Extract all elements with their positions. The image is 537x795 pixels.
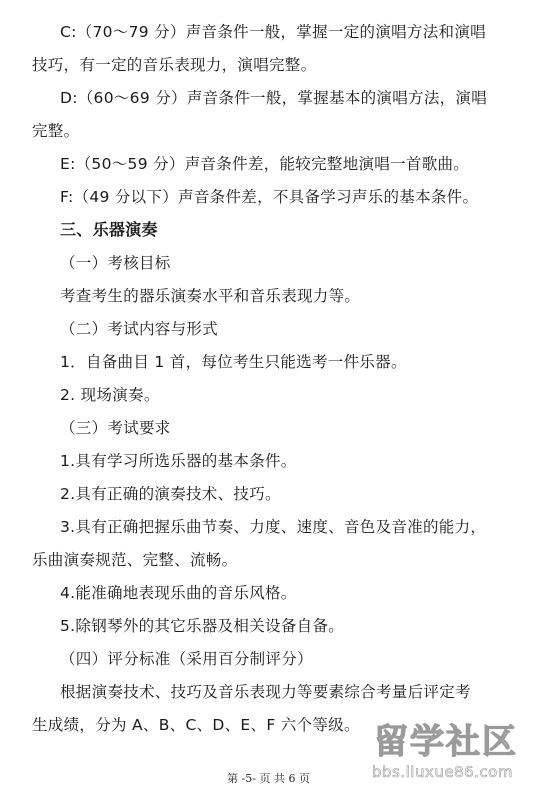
- req-2: 2.具有正确的演奏技术、技巧。: [60, 485, 281, 503]
- req-4: 4.能准确地表现乐曲的音乐风格。: [60, 584, 297, 602]
- req-5: 5.除钢琴外的其它乐器及相关设备自备。: [60, 617, 344, 635]
- req-3-line1: 3.具有正确把握乐曲节奏、力度、速度、音色及音准的能力，: [60, 518, 487, 536]
- watermark-logo-text: 留学社区: [374, 722, 518, 762]
- grade-c-line1: C:（70～79 分）声音条件一般，掌握一定的演唱方法和演唱: [60, 23, 486, 41]
- req-3-line2: 乐曲演奏规范、完整、流畅。: [32, 551, 238, 569]
- watermark-url: bbs.liuxue86.com: [372, 763, 513, 781]
- grade-d-line1: D:（60～69 分）声音条件一般，掌握基本的演唱方法，演唱: [60, 89, 488, 107]
- req-1: 1.具有学习所选乐器的基本条件。: [60, 452, 297, 470]
- sub-two-title: （二）考试内容与形式: [60, 320, 219, 338]
- page-number-footer: 第 -5- 页 共 6 页: [227, 772, 310, 785]
- sub-four-title: （四）评分标准（采用百分制评分）: [60, 650, 313, 668]
- section-three-title: 三、乐器演奏: [60, 220, 158, 239]
- sub-three-title: （三）考试要求: [60, 419, 171, 437]
- site-watermark: [368, 722, 533, 788]
- grade-e: E:（50～59 分）声音条件差，能较完整地演唱一首歌曲。: [60, 155, 470, 173]
- sub-one-body: 考查考生的器乐演奏水平和音乐表现力等。: [60, 287, 361, 305]
- grade-c-line2: 技巧，有一定的音乐表现力，演唱完整。: [32, 56, 317, 74]
- sub-two-item2: 2. 现场演奏。: [60, 386, 160, 404]
- sub-two-item1: 1．自备曲目 1 首，每位考生只能选考一件乐器。: [60, 353, 407, 371]
- sub-four-body-line2: 生成绩，分为 A、B、C、D、E、F 六个等级。: [32, 716, 360, 734]
- sub-one-title: （一）考核目标: [60, 254, 171, 272]
- grade-d-line2: 完整。: [32, 122, 80, 140]
- sub-four-body-line1: 根据演奏技术、技巧及音乐表现力等要素综合考量后评定考: [60, 683, 471, 701]
- grade-f: F:（49 分以下）声音条件差，不具备学习声乐的基本条件。: [60, 188, 479, 206]
